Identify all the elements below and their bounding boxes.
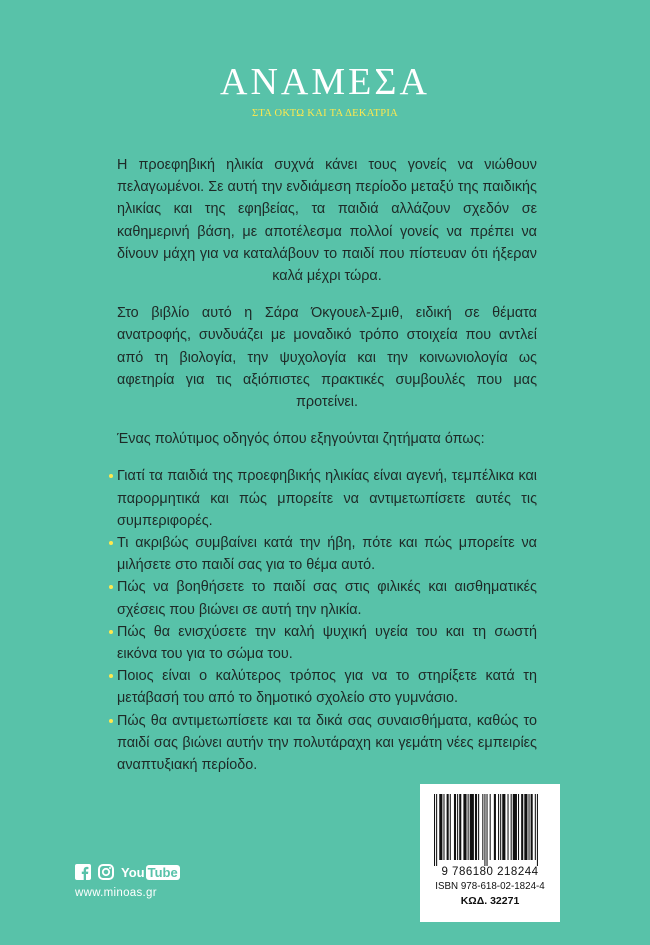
- barcode-digits: 9 786180 218244: [441, 866, 539, 878]
- social-links: [75, 862, 180, 882]
- blurb: [117, 154, 537, 776]
- isbn-number: ISBN 978-618-02-1824-4: [435, 881, 545, 892]
- product-code: ΚΩΔ. 32271: [460, 895, 520, 907]
- topic-item: Τι ακριβώς συμβαίνει κατά την ήβη, πότε και πώς μπορείτε να μιλήσετε στο παιδί σας για το θέμα αυτό.: [117, 532, 537, 576]
- youtube-tube: Tube: [147, 864, 178, 880]
- topic-item: Πώς θα ενισχύσετε την καλή ψυχική υγεία του και τη σωστή εικόνα του για το σώμα του.: [117, 621, 537, 665]
- facebook-icon[interactable]: [75, 864, 91, 880]
- book-subtitle: ΣΤΑ ΟΚΤΩ ΚΑΙ ΤΑ ΔΕΚΑΤΡΙΑ: [251, 108, 399, 119]
- blurb-intro: Ένας πολύτιμος οδηγός όπου εξηγούνται ζητήματα όπως:: [117, 431, 485, 448]
- publisher-website[interactable]: www.minoas.gr: [75, 887, 157, 899]
- youtube-icon[interactable]: [121, 865, 180, 880]
- instagram-icon[interactable]: [98, 864, 114, 880]
- barcode-icon: [432, 794, 548, 866]
- youtube-you: You: [121, 864, 145, 880]
- topic-item: Ποιος είναι ο καλύτερος τρόπος για να το στηρίξετε κατά τη μετάβασή του από το δημοτικό σχολείο στο γυμνάσιο.: [117, 665, 537, 709]
- book-title: ΑΝΑΜΕΣΑ: [220, 61, 430, 103]
- barcode-panel: [420, 784, 560, 922]
- topic-item: Πώς θα αντιμετωπίσετε και τα δικά σας συναισθήματα, καθώς το παιδί σας βιώνει αυτήν την πολυτάραχη και γεμάτη νέες εμπειρίες αναπτυξιακή περίοδο.: [117, 710, 537, 777]
- blurb-paragraph-2: Στο βιβλίο αυτό η Σάρα Όκγουελ-Σμιθ, ειδική σε θέματα ανατροφής, συνδυάζει με μοναδικό τρόπο στοιχεία που αντλεί από τη βιολογία, την ψυχολογία και την κοινωνιολογία ως αφετηρία για τις αξιόπιστες πρακτικές συμβουλές που μας προτείνει.: [117, 305, 537, 411]
- topics-list: [117, 465, 537, 776]
- blurb-paragraph-1: Η προεφηβική ηλικία συχνά κάνει τους γονείς να νιώθουν πελαγωμένοι. Σε αυτή την ενδιάμεση περίοδο μεταξύ της παιδικής ηλικίας και της εφηβείας, τα παιδιά αλλάζουν σχεδόν σε καθημερινή βάση, με αποτέλεσμα πολλοί γονείς να πρέπει να δίνουν μάχη για να καταλάβουν το παιδί που πίστευαν ότι ήξεραν καλά μέχρι τώρα.: [117, 157, 537, 285]
- topic-item: Γιατί τα παιδιά της προεφηβικής ηλικίας είναι αγενή, τεμπέλικα και παρορμητικά και πώς μπορείτε να αντιμετωπίσετε αυτές τις συμπεριφορές.: [117, 465, 537, 532]
- topic-item: Πώς να βοηθήσετε το παιδί σας στις φιλικές και αισθηματικές σχέσεις που βιώνει σε αυτή την ηλικία.: [117, 576, 537, 620]
